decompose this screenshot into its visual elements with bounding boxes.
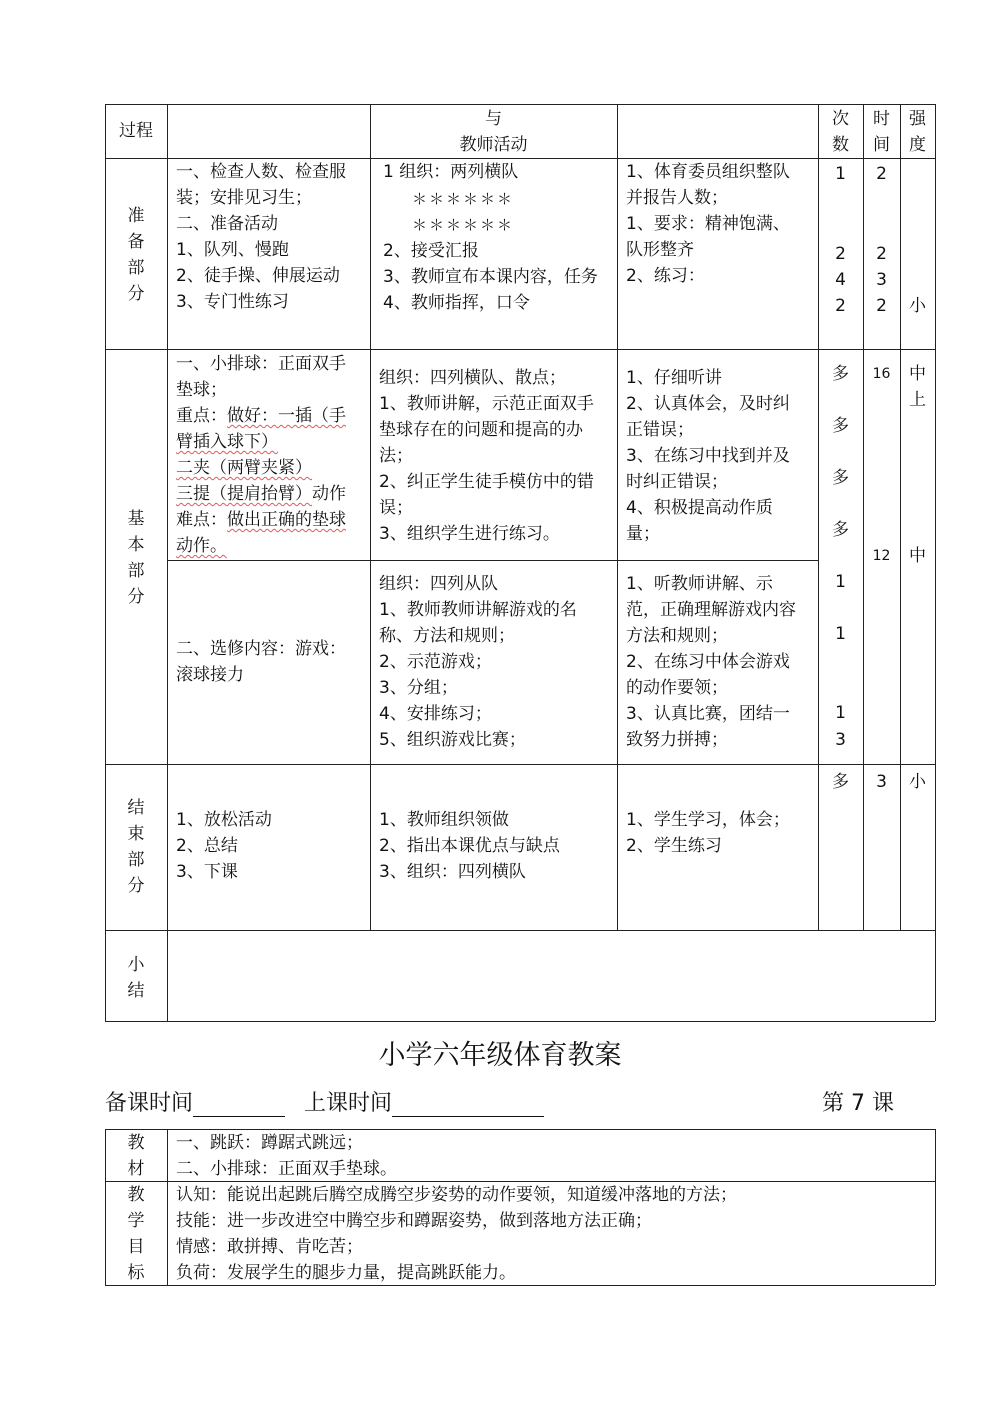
prep-org-line1: 1 组织：两列横队 [383,162,519,182]
table-line [167,1129,168,1285]
volley-key-points: 做好：一插（手 臂插入球下） 二夹（两臂夹紧） 三提（提肩抬臂） [176,406,346,504]
basic-count-6: 1 [835,624,846,644]
basic-count-4: 多 [832,520,849,540]
prep-org-stars1: ＊＊＊＊＊＊ [412,190,515,208]
section-label-prep: 准 备 部 分 [127,206,145,304]
header-process: 过程 [119,121,153,141]
end-count: 多 [832,772,849,792]
section-label-summary: 小 结 [127,955,145,1001]
section-label-basic: 基 本 部 分 [127,509,145,607]
basic-count-3: 多 [832,468,849,488]
prep-time-1: 2 [876,164,887,184]
prep-count-3: 4 [835,270,846,290]
table-line [167,104,168,1021]
basic-intensity-1: 中 上 [909,364,926,410]
prep-time-3: 3 [876,270,887,290]
lesson-number: 第 7 课 [822,1091,894,1116]
basic-count-8: 3 [835,730,846,750]
prep-count-4: 2 [835,296,846,316]
prep-time-2: 2 [876,244,887,264]
end-time: 3 [876,772,887,792]
prep-content: 一、检查人数、检查服 装；安排见习生； 二、准备活动 1、队列、慢跑 2、徒手操、伸展运动 3、专门性练习 [176,162,346,312]
volley-difficulty: 做出正确的垫球 动作。 [176,510,346,556]
prep-time-blank [193,1094,285,1117]
volley-content [176,351,346,559]
lesson-title: 小学六年级体育教案 [378,1040,622,1071]
prep-time-label: 备课时间 [105,1091,194,1116]
basic-count-2: 多 [832,416,849,436]
goals-label: 教 学 目 标 [127,1185,145,1283]
volley-student: 1、仔细听讲 2、认真体会，及时纠 正错误； 3、在练习中找到并及 时纠正错误； 4、积极提高动作质 量； [626,368,790,544]
table-line [105,930,935,931]
header-intensity: 强 度 [909,109,926,155]
game-content: 二、选修内容：游戏： 滚球接力 [176,639,346,685]
end-content: 1、放松活动 2、总结 3、下课 [176,810,272,882]
end-org: 1、教师组织领做 2、指出本课优点与缺点 3、组织：四列横队 [379,810,560,882]
table-line [105,764,935,765]
game-org: 组织：四列从队 1、教师教师讲解游戏的名 称、方法和规则； 2、示范游戏； 3、分组； 4、安排练习； 5、组织游戏比赛； [379,574,577,750]
prep-count-1: 1 [835,164,846,184]
class-time-label: 上课时间 [304,1091,393,1116]
end-intensity: 小 [909,772,926,792]
table-line [105,349,935,350]
basic-count-5: 1 [835,572,846,592]
header-count: 次 数 [832,109,849,155]
table-line [105,104,935,105]
table-line [167,560,818,561]
table-line [617,104,618,930]
basic-count-1: 多 [832,364,849,384]
prep-time-field [105,1086,285,1117]
prep-count-2: 2 [835,244,846,264]
material-text: 一、跳跃：蹲踞式跳远； 二、小排球：正面双手垫球。 [176,1133,397,1179]
table-line [105,1021,935,1022]
prep-org-rest: 2、接受汇报 3、教师宣布本课内容，任务 4、教师指挥，口令 [383,241,598,313]
volley-org: 组织：四列横队、散点； 1、教师讲解，示范正面双手 垫球存在的问题和提高的办 法； 2、纠正学生徒手模仿中的错 误； 3、组织学生进行练习。 [379,368,594,544]
material-label: 教 材 [127,1133,145,1179]
volley-content-2: 动作 难点： [176,484,346,530]
table-line [370,104,371,930]
section-label-end: 结 束 部 分 [127,798,145,896]
goals-text: 认知：能说出起跳后腾空成腾空步姿势的动作要领，知道缓冲落地的方法； 技能：进一步改进空中腾空步和蹲踞姿势，做到落地方法正确； 情感：敢拼搏、肯吃苦； 负荷：发展学生的腿步力量，提高跳跃能力。 [176,1185,737,1283]
game-student: 1、听教师讲解、示 范，正确理解游戏内容 方法和规则； 2、在练习中体会游戏 的动作要领； 3、认真比赛，团结一 致努力拼搏； [626,574,796,750]
class-time-blank [392,1094,544,1117]
prep-time-4: 2 [876,296,887,316]
prep-intensity: 小 [909,296,926,316]
basic-count-7: 1 [835,703,846,723]
class-time-field [304,1086,544,1117]
prep-student: 1、体育委员组织整队 并报告人数； 1、要求：精神饱满、 队形整齐 2、练习： [626,162,790,286]
prep-org-stars2: ＊＊＊＊＊＊ [412,216,515,234]
end-student: 1、学生学习，体会； 2、学生练习 [626,810,790,856]
header-time: 时 间 [873,109,890,155]
volley-content-1: 一、小排球：正面双手 垫球； 重点： [176,354,346,426]
header-activity-bottom: 教师活动 [459,135,528,155]
basic-intensity-2: 中 [909,546,926,566]
basic-time-1: 16 [872,366,891,382]
header-activity-top: 与 [485,109,502,129]
basic-time-2: 12 [872,548,891,564]
table-line [863,104,864,930]
table-line [935,104,936,1021]
table-line [900,104,901,930]
table-line [935,1129,936,1285]
